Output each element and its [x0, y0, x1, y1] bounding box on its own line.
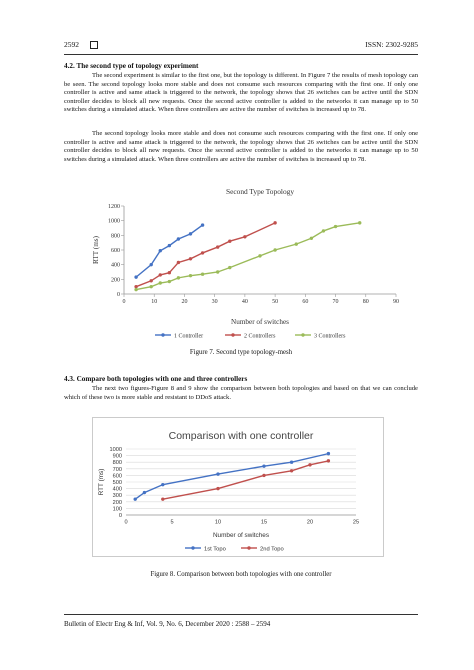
- data-point: [189, 257, 192, 260]
- data-point: [310, 237, 313, 240]
- legend-marker: [301, 333, 304, 336]
- data-point: [308, 463, 311, 466]
- data-point: [150, 285, 153, 288]
- data-point: [143, 491, 146, 494]
- data-point: [201, 223, 204, 226]
- y-tick-label: 900: [112, 453, 122, 460]
- legend-marker: [247, 546, 250, 549]
- data-point: [322, 229, 325, 232]
- data-point: [134, 275, 137, 278]
- figure-8-chart: [92, 417, 384, 557]
- data-point: [159, 249, 162, 252]
- data-point: [177, 276, 180, 279]
- data-point: [201, 251, 204, 254]
- chart-title: Comparison with one controller: [168, 430, 314, 442]
- y-tick-label: 200: [112, 499, 122, 506]
- data-point: [273, 248, 276, 251]
- footer-citation: Bulletin of Electr Eng & Inf, Vol. 9, No. 6, December 2020 : 2588 – 2594: [64, 620, 271, 628]
- y-axis-title: RTT (ms): [98, 468, 105, 496]
- x-tick-label: 10: [214, 519, 222, 526]
- x-axis-title: Number of switches: [231, 318, 289, 326]
- x-tick-label: 20: [181, 299, 188, 305]
- data-point: [334, 225, 337, 228]
- header-rule: [64, 54, 418, 55]
- paragraph-4-2-b: The second topology looks more stable and does not consume such resources comparing with the first one. If only one controller is active and same attack is triggered to the network, the topology shows that 26 switches can be active until the SDN controller decides to block all new requests. Once the second active controller is added to the networks it can manage up to 50 switches during a simulated attack. When three controllers are active the number of switches is increased up to 78.: [64, 130, 418, 163]
- x-tick-label: 50: [272, 299, 279, 305]
- data-point: [228, 266, 231, 269]
- data-point: [216, 472, 219, 475]
- data-point: [201, 273, 204, 276]
- section-heading-4-3: 4.3. Compare both topologies with one and three controllers: [64, 375, 248, 383]
- data-point: [168, 280, 171, 283]
- data-point: [168, 244, 171, 247]
- series-line-1: [135, 454, 328, 500]
- y-tick-label: 1000: [108, 218, 120, 225]
- data-point: [159, 273, 162, 276]
- y-tick-label: 0: [118, 513, 122, 519]
- x-tick-label: 10: [151, 299, 158, 305]
- data-point: [189, 274, 192, 277]
- y-tick-label: 600: [111, 248, 120, 254]
- data-point: [161, 497, 164, 500]
- data-point: [228, 240, 231, 243]
- legend-label: 1 Controller: [174, 333, 204, 340]
- data-point: [177, 261, 180, 264]
- figure-7-caption: Figure 7. Second type topology-mesh: [189, 349, 293, 356]
- issn: ISSN: 2302-9285: [365, 40, 418, 49]
- x-tick-label: 0: [124, 519, 128, 526]
- x-tick-label: 25: [352, 519, 360, 526]
- legend-label: 2nd Topo: [260, 546, 284, 553]
- paragraph-4-2-a: The second experiment is similar to the first one, but the topology is different. In Figure 7 the results of mesh topology can be seen. The second topology looks more stable and does not consume such resources comparing with the first one. If only one controller is active and same attack is triggered to the network, the topology shows that 26 switches can be active until the SDN controller decides to block all new requests. Once the second active controller is added to the networks it can manage up to 50 switches during a simulated attack. When three controllers are active the number of switches is increased up to 78.: [64, 72, 418, 114]
- legend-label: 1st Topo: [204, 546, 226, 553]
- x-tick-label: 20: [306, 519, 314, 526]
- y-tick-label: 1000: [109, 447, 122, 453]
- data-point: [358, 221, 361, 224]
- figure-7-chart: [64, 182, 418, 342]
- data-point: [243, 235, 246, 238]
- data-point: [177, 237, 180, 240]
- figure-8-caption: Figure 8. Comparison between both topologies with one controller: [150, 571, 332, 578]
- data-point: [161, 483, 164, 486]
- data-point: [216, 245, 219, 248]
- y-tick-label: 1200: [108, 204, 120, 210]
- data-point: [258, 254, 261, 257]
- y-tick-label: 600: [112, 473, 122, 480]
- legend-marker: [191, 546, 194, 549]
- section-heading-4-2: 4.2. The second type of topology experiment: [64, 62, 199, 70]
- data-point: [150, 279, 153, 282]
- data-point: [327, 452, 330, 455]
- x-tick-label: 0: [122, 299, 126, 305]
- x-tick-label: 5: [170, 519, 174, 526]
- y-tick-label: 400: [111, 262, 120, 269]
- data-point: [262, 474, 265, 477]
- y-tick-label: 100: [112, 506, 122, 513]
- page-header: [64, 40, 418, 52]
- square-icon: [90, 41, 98, 49]
- footer-rule: [64, 614, 418, 615]
- x-tick-label: 40: [241, 299, 248, 305]
- data-point: [134, 288, 137, 291]
- data-point: [134, 285, 137, 288]
- x-tick-label: 70: [332, 299, 339, 305]
- y-tick-label: 400: [112, 486, 122, 493]
- data-point: [189, 232, 192, 235]
- legend-marker: [231, 333, 234, 336]
- legend-label: 2 Controllers: [244, 333, 276, 340]
- y-axis-title: RTT (ms): [92, 236, 100, 264]
- y-tick-label: 800: [112, 460, 122, 467]
- x-tick-label: 30: [211, 299, 218, 305]
- x-tick-label: 15: [260, 519, 268, 526]
- data-point: [262, 464, 265, 467]
- paragraph-4-3: The next two figures-Figure 8 and 9 show the comparison between both topologies and based on that we can conclude which of these two is more stable and resistant to DDoS attack.: [64, 385, 418, 401]
- y-tick-label: 500: [112, 480, 122, 486]
- data-point: [134, 497, 137, 500]
- legend-label: 3 Controllers: [314, 333, 346, 340]
- data-point: [216, 487, 219, 490]
- chart-title: Second Type Topology: [225, 187, 295, 196]
- page-number: 2592: [64, 40, 79, 49]
- data-point: [290, 461, 293, 464]
- x-tick-label: 90: [393, 299, 399, 305]
- series-line-1: [136, 225, 202, 277]
- x-tick-label: 60: [302, 299, 309, 305]
- data-point: [290, 469, 293, 472]
- y-tick-label: 300: [112, 493, 122, 500]
- legend-marker: [161, 333, 164, 336]
- data-point: [159, 281, 162, 284]
- x-axis-title: Number of switches: [212, 532, 270, 539]
- data-point: [327, 459, 330, 462]
- data-point: [216, 270, 219, 273]
- data-point: [273, 221, 276, 224]
- y-tick-label: 0: [117, 292, 120, 298]
- y-tick-label: 700: [112, 466, 122, 473]
- data-point: [295, 242, 298, 245]
- series-line-3: [136, 223, 360, 290]
- y-tick-label: 800: [111, 233, 120, 240]
- data-point: [168, 271, 171, 274]
- data-point: [150, 263, 153, 266]
- y-tick-label: 200: [111, 277, 120, 284]
- x-tick-label: 80: [362, 299, 369, 305]
